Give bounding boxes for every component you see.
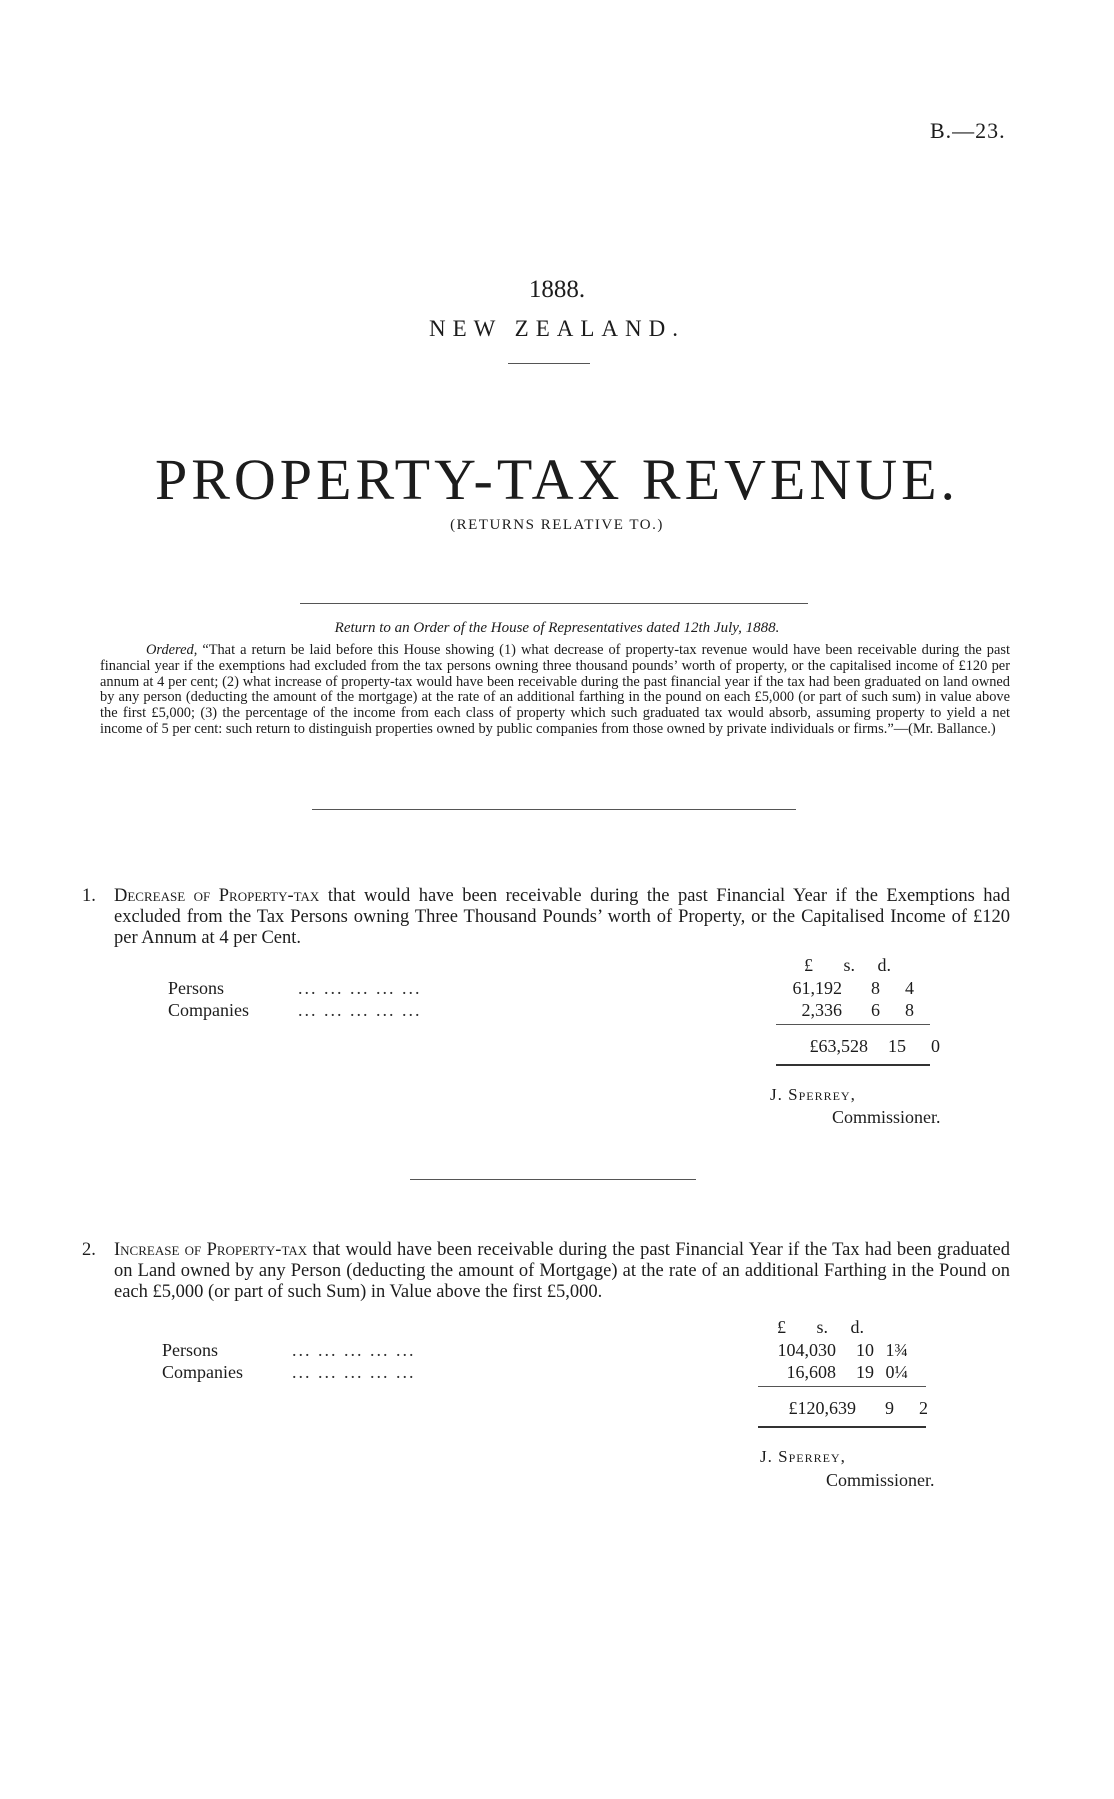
section-2-total	[756, 1397, 928, 1419]
total-rule	[758, 1426, 926, 1428]
section-2-number: 2.	[82, 1240, 96, 1260]
order-reference: Return to an Order of the House of Representatives dated 12th July, 1888.	[334, 620, 780, 636]
page-subtitle: (RETURNS RELATIVE TO.)	[450, 517, 664, 533]
divider	[300, 603, 808, 604]
leader-dots: ... ... ... ... ...	[298, 999, 422, 1020]
leader-dots: ... ... ... ... ...	[298, 977, 422, 998]
pence-header: d.	[850, 1317, 864, 1337]
paper-reference: B.—23.	[930, 118, 1006, 143]
row-label: Persons	[162, 1339, 219, 1360]
divider	[508, 363, 590, 364]
section-2-signatory-title: Commissioner.	[826, 1470, 935, 1490]
row-label: Companies	[162, 1361, 243, 1382]
section-1-heading	[82, 886, 1010, 949]
section-1-total	[788, 1035, 940, 1057]
section-1-heading-caps: Decrease of Property-tax	[114, 886, 320, 906]
total-pounds: £63,528	[809, 1035, 868, 1056]
year-heading: 1888.	[528, 276, 586, 303]
shillings-cell: 19	[856, 1361, 874, 1382]
country-heading: NEW ZEALAND.	[428, 316, 686, 341]
section-2-table	[162, 1339, 908, 1383]
row-label: Companies	[168, 999, 249, 1020]
total-pounds: £120,639	[788, 1397, 856, 1418]
section-2-signatory-name: J. Sperrey,	[760, 1447, 846, 1466]
section-1-column-headers	[793, 955, 891, 976]
sum-rule	[776, 1024, 930, 1025]
pence-cell: 4	[905, 977, 914, 998]
shillings-cell: 8	[871, 977, 880, 998]
pounds-cell: 61,192	[792, 977, 842, 998]
section-2-heading	[82, 1240, 1010, 1303]
pounds-cell: 16,608	[786, 1361, 836, 1382]
order-lead: Ordered,	[146, 642, 198, 658]
section-1-signatory-title: Commissioner.	[832, 1107, 941, 1127]
total-pence: 2	[919, 1397, 928, 1418]
pence-header: d.	[877, 955, 891, 975]
leader-dots: ... ... ... ... ...	[292, 1361, 416, 1382]
order-paragraph	[100, 643, 1010, 738]
sum-rule	[758, 1386, 926, 1387]
section-1-signatory-name: J. Sperrey,	[770, 1085, 856, 1104]
shillings-header: s.	[816, 1317, 828, 1337]
shillings-cell: 6	[871, 999, 880, 1020]
section-2-heading-caps: Increase of Property-tax	[114, 1240, 308, 1260]
section-2-heading-text: that would have been receivable during the past Financial Year if the Tax had been graduated on Land owned by any Person (deducting the amount of Mortgage) at the rate of an additional Farthing in the Pound on each £5,000 (or part of such Sum) in Value above the first £5,000.	[114, 1240, 1011, 1302]
divider	[312, 809, 796, 810]
pounds-cell: 2,336	[801, 999, 842, 1020]
section-2-column-headers	[766, 1317, 864, 1338]
leader-dots: ... ... ... ... ...	[292, 1339, 416, 1360]
shillings-header: s.	[843, 955, 855, 975]
total-rule	[776, 1064, 930, 1066]
table-row	[162, 1339, 908, 1361]
total-shillings: 15	[888, 1035, 906, 1056]
section-1-heading-text: that would have been receivable during the past Financial Year if the Exemptions had excluded from the Tax Persons owning Three Thousand Pounds’ worth of Property, or the Capitalised Income of £120 per Annum at 4 per Cent.	[114, 886, 1011, 948]
table-row	[168, 999, 914, 1021]
pounds-header: £	[777, 1317, 786, 1337]
shillings-cell: 10	[856, 1339, 874, 1360]
table-row	[756, 1397, 928, 1419]
table-row	[788, 1035, 940, 1057]
order-body: “That a return be laid before this House showing (1) what decrease of property-tax revenue would have been receivable during the past financial year if the exemptions had excluded from the tax persons owning three thousand pounds’ worth of property, or the capitalised income of £120 per annum at 4 per cent; (2) what increase of property-tax would have been receivable during the past financial year if the tax had been graduated on land owned by any person (deducting the amount of the mortgage) at the rate of an additional farthing in the pound on each £5,000 (or part of such sum) in value above the first £5,000; (3) the percentage of the income from each class of property which such graduated tax would absorb, assuming property to yield a net income of 5 per cent: such return to distinguish properties owned by public companies from those owned by private individuals or firms.”—(Mr. Ballance.)	[100, 642, 1010, 737]
total-pence: 0	[931, 1035, 940, 1056]
table-row	[168, 977, 914, 999]
row-label: Persons	[168, 977, 225, 998]
section-1-number: 1.	[82, 886, 96, 906]
table-row	[162, 1361, 908, 1383]
pounds-header: £	[804, 955, 813, 975]
pence-cell: 1¾	[885, 1339, 908, 1360]
divider	[410, 1179, 696, 1180]
section-1-table	[168, 977, 914, 1021]
pounds-cell: 104,030	[777, 1339, 836, 1360]
pence-cell: 0¼	[885, 1361, 908, 1382]
pence-cell: 8	[905, 999, 914, 1020]
page-title: PROPERTY-TAX REVENUE.	[154, 447, 960, 512]
total-shillings: 9	[885, 1397, 894, 1418]
